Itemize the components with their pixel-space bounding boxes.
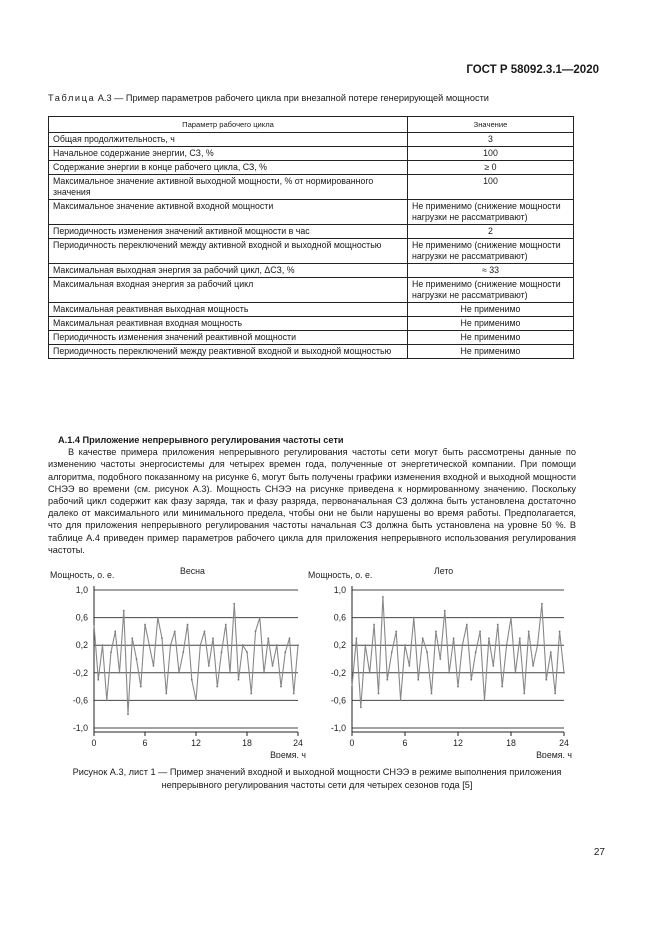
data-point: [563, 672, 565, 674]
data-point: [404, 644, 406, 646]
data-point: [391, 651, 393, 653]
cell-parameter: Максимальная выходная энергия за рабочий цикл, ΔСЗ, %: [49, 264, 408, 278]
cell-value: Не применимо (снижение мощности нагрузки не рассматривают): [408, 278, 574, 303]
data-point: [351, 686, 353, 688]
data-point: [272, 665, 274, 667]
data-point: [221, 651, 223, 653]
cell-parameter: Максимальная входная энергия за рабочий цикл: [49, 278, 408, 303]
data-point: [233, 603, 235, 605]
data-point: [492, 665, 494, 667]
data-point: [123, 610, 125, 612]
y-tick-label: -0,6: [330, 695, 346, 706]
data-point: [453, 637, 455, 639]
data-point: [523, 693, 525, 695]
data-point: [216, 686, 218, 688]
section-a-1-4: [48, 434, 576, 556]
data-point: [170, 644, 172, 646]
data-point: [148, 644, 150, 646]
data-point: [475, 651, 477, 653]
data-point: [110, 651, 112, 653]
chart-spring-svg: [40, 563, 310, 758]
data-point: [280, 686, 282, 688]
data-point: [136, 658, 138, 660]
y-tick-label: -1,0: [330, 723, 346, 733]
data-point: [191, 679, 193, 681]
data-point: [488, 637, 490, 639]
table-row: [49, 317, 574, 331]
cell-parameter: Периодичность переключений между активной входной и выходной мощностью: [49, 239, 408, 264]
x-tick-label: 12: [191, 738, 201, 748]
data-point: [466, 624, 468, 626]
x-tick-label: 18: [242, 738, 252, 748]
data-point: [259, 617, 261, 619]
data-point: [484, 700, 486, 702]
x-tick-label: 0: [91, 738, 97, 748]
data-point: [284, 651, 286, 653]
table-row: [49, 147, 574, 161]
cell-parameter: Начальное содержание энергии, СЗ, %: [49, 147, 408, 161]
data-point: [246, 651, 248, 653]
data-point: [267, 637, 269, 639]
table-caption-prefix: Таблица: [48, 93, 96, 103]
data-point: [93, 624, 95, 626]
data-point: [360, 706, 362, 708]
cell-value: ≈ 33: [408, 264, 574, 278]
data-point: [250, 693, 252, 695]
table-caption-text: А.3 — Пример параметров рабочего цикла при внезапной потере генерирующей мощности: [95, 93, 489, 103]
data-point: [119, 672, 121, 674]
data-point: [510, 617, 512, 619]
data-point: [178, 672, 180, 674]
data-point: [157, 617, 159, 619]
data-point: [106, 700, 108, 702]
table-row: [49, 264, 574, 278]
table-row: [49, 303, 574, 317]
table-row: [49, 239, 574, 264]
data-point: [395, 631, 397, 633]
cell-parameter: Общая продолжительность, ч: [49, 133, 408, 147]
data-point: [373, 624, 375, 626]
data-point: [559, 631, 561, 633]
data-point: [470, 679, 472, 681]
cell-parameter: Содержание энергии в конце рабочего цикла, СЗ, %: [49, 161, 408, 175]
data-point: [545, 679, 547, 681]
data-point: [519, 637, 521, 639]
cell-parameter: Периодичность изменения значений реактивной мощности: [49, 331, 408, 345]
x-axis-label: Время, ч: [270, 750, 306, 758]
column-header-value: Значение: [408, 117, 574, 133]
data-point: [263, 672, 265, 674]
data-point: [144, 624, 146, 626]
chart-title: Лето: [434, 566, 454, 576]
y-tick-label: -0,6: [72, 695, 88, 706]
y-axis-label: Мощность, о. е.: [308, 570, 373, 580]
section-body: В качестве примера приложения непрерывного регулирования частоты сети могут быть рассмотрены данные по изменению частоты энергосистемы для четырех времен года, полученные от энергетической компании. При помощи алгоритма, подобного показанному на рисунке 6, могут быть получены графики изменения входной и выходной мощности СНЭЭ во времени (см. рисунок А.3). Мощность СНЭЭ на рисунке приведена к нормированному значению. Поскольку рабочий цикл содержит как фазу заряда, так и фазу разряда, первоначальная СЗ должна быть установлена достаточно далеко от максимального или минимального предела, чтобы они не были нарушены во время работы. Предполагается, что для приложения непрерывного регулирования частоты начальная СЗ должна быть установлена на уровне 50 %. В таблице А.4 приведен пример параметров рабочего цикла для приложения непрерывного использования регулирования частоты.: [48, 447, 576, 555]
data-point: [431, 693, 433, 695]
data-point: [127, 713, 129, 715]
data-point: [554, 693, 556, 695]
data-point: [532, 665, 534, 667]
cell-parameter: Периодичность переключений между реактивной входной и выходной мощностью: [49, 345, 408, 359]
cell-parameter: Максимальная реактивная выходная мощность: [49, 303, 408, 317]
x-tick-label: 0: [349, 738, 355, 748]
data-point: [497, 624, 499, 626]
x-tick-label: 6: [402, 738, 408, 748]
data-point: [182, 651, 184, 653]
table-caption: [48, 93, 489, 103]
cell-value: 100: [408, 147, 574, 161]
data-point: [382, 596, 384, 598]
data-point: [153, 665, 155, 667]
data-point: [165, 693, 167, 695]
chart-title: Весна: [180, 566, 205, 576]
x-tick-label: 24: [559, 738, 569, 748]
data-point: [229, 672, 231, 674]
data-point: [417, 679, 419, 681]
y-tick-label: 0,6: [333, 612, 346, 623]
data-point: [356, 637, 358, 639]
x-tick-label: 24: [293, 738, 303, 748]
x-axis-label: Время, ч: [536, 750, 572, 758]
data-point: [409, 665, 411, 667]
data-point: [297, 644, 299, 646]
data-point: [242, 644, 244, 646]
data-point: [276, 644, 278, 646]
x-tick-label: 6: [142, 738, 148, 748]
x-tick-label: 12: [453, 738, 463, 748]
section-title: А.1.4 Приложение непрерывного регулирования частоты сети: [58, 435, 344, 445]
cell-value: Не применимо: [408, 331, 574, 345]
data-point: [506, 644, 508, 646]
cell-value: Не применимо (снижение мощности нагрузки не рассматривают): [408, 200, 574, 225]
table-row: [49, 161, 574, 175]
data-point: [225, 624, 227, 626]
figure-caption: Рисунок А.3, лист 1 — Пример значений входной и выходной мощности СНЭЭ в режиме выполнения приложения непрерывного регулирования частоты сети для четырех сезонов года [5]: [72, 767, 562, 790]
cell-parameter: Максимальное значение активной выходной мощности, % от нормированного значения: [49, 175, 408, 200]
y-tick-label: 0,6: [75, 612, 88, 623]
cell-value: 2: [408, 225, 574, 239]
table-row: [49, 175, 574, 200]
data-point: [378, 693, 380, 695]
cell-parameter: Максимальное значение активной входной мощности: [49, 200, 408, 225]
table-row: [49, 200, 574, 225]
cell-value: Не применимо: [408, 303, 574, 317]
cell-value: Не применимо: [408, 345, 574, 359]
data-point: [435, 631, 437, 633]
data-point: [293, 693, 295, 695]
cell-parameter: Максимальная реактивная входная мощность: [49, 317, 408, 331]
data-point: [457, 686, 459, 688]
document-header: ГОСТ Р 58092.3.1—2020: [466, 64, 599, 76]
table-row: [49, 225, 574, 239]
data-point: [238, 679, 240, 681]
page-number: 27: [593, 847, 605, 858]
series-line: [352, 597, 564, 707]
data-point: [195, 700, 197, 702]
x-tick-label: 18: [506, 738, 516, 748]
parameters-table: [48, 116, 574, 359]
data-point: [199, 644, 201, 646]
data-point: [369, 672, 371, 674]
chart-summer: [300, 563, 580, 763]
chart-spring: [40, 563, 310, 763]
cell-value: 100: [408, 175, 574, 200]
cell-value: ≥ 0: [408, 161, 574, 175]
data-point: [515, 672, 517, 674]
y-tick-label: -0,2: [330, 667, 346, 678]
data-point: [541, 603, 543, 605]
data-point: [537, 644, 539, 646]
data-point: [413, 617, 415, 619]
data-point: [255, 631, 257, 633]
data-point: [204, 631, 206, 633]
y-tick-label: 0,2: [75, 640, 88, 651]
table-row: [49, 278, 574, 303]
data-point: [426, 651, 428, 653]
data-point: [479, 631, 481, 633]
data-point: [422, 637, 424, 639]
data-point: [400, 700, 402, 702]
cell-value: 3: [408, 133, 574, 147]
data-point: [212, 637, 214, 639]
data-point: [528, 631, 530, 633]
data-point: [364, 644, 366, 646]
data-point: [501, 686, 503, 688]
column-header-parameter: Параметр рабочего цикла: [49, 117, 408, 133]
table-row: [49, 345, 574, 359]
y-tick-label: 1,0: [333, 585, 346, 595]
data-point: [114, 631, 116, 633]
data-point: [131, 637, 133, 639]
data-point: [386, 679, 388, 681]
data-point: [97, 679, 99, 681]
data-point: [102, 644, 104, 646]
data-point: [140, 686, 142, 688]
data-point: [187, 624, 189, 626]
data-point: [448, 672, 450, 674]
series-line: [94, 604, 298, 714]
table-row: [49, 331, 574, 345]
data-point: [439, 658, 441, 660]
y-tick-label: -0,2: [72, 667, 88, 678]
table-row: [49, 133, 574, 147]
y-axis-label: Мощность, о. е.: [50, 570, 115, 580]
cell-parameter: Периодичность изменения значений активной мощности в час: [49, 225, 408, 239]
data-point: [174, 631, 176, 633]
data-point: [462, 644, 464, 646]
data-point: [550, 651, 552, 653]
chart-summer-svg: [300, 563, 580, 758]
data-point: [289, 637, 291, 639]
cell-value: Не применимо (снижение мощности нагрузки не рассматривают): [408, 239, 574, 264]
cell-value: Не применимо: [408, 317, 574, 331]
y-tick-label: 1,0: [75, 585, 88, 595]
y-tick-label: -1,0: [72, 723, 88, 733]
data-point: [161, 637, 163, 639]
data-point: [444, 610, 446, 612]
y-tick-label: 0,2: [333, 640, 346, 651]
data-point: [208, 665, 210, 667]
